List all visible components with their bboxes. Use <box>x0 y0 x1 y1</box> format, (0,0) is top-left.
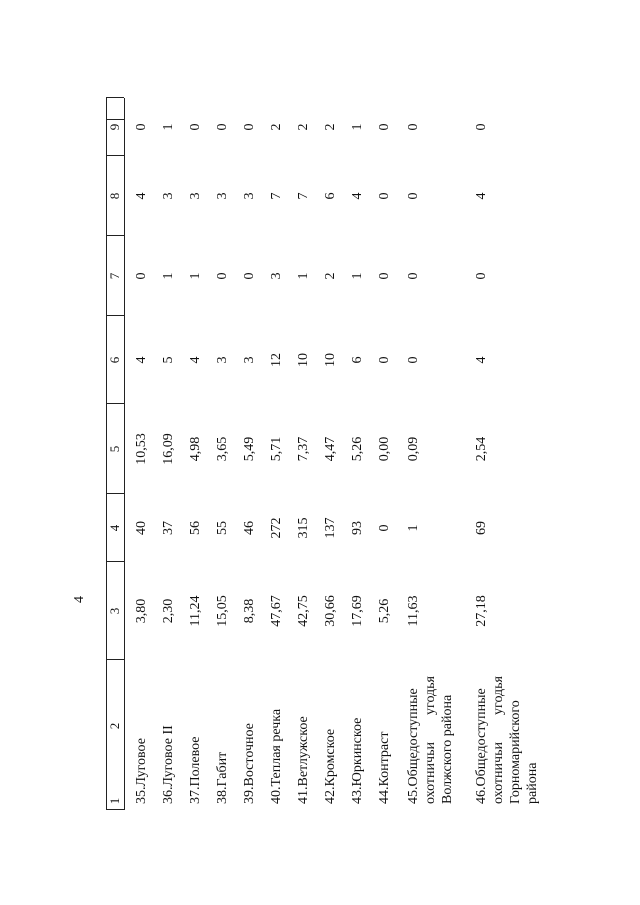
cell-c9: 0 <box>474 123 489 131</box>
cell-c3: 5,26 <box>377 598 392 624</box>
cell-c3: 3,80 <box>134 598 149 624</box>
cell-c6: 4 <box>134 356 149 364</box>
cell-c5: 5,49 <box>242 436 257 462</box>
cell-c6: 3 <box>242 356 257 364</box>
cell-c8: 7 <box>296 192 311 200</box>
cell-c9: 0 <box>242 123 257 131</box>
cell-c6: 10 <box>323 353 338 367</box>
cell-c7: 0 <box>134 272 149 280</box>
row-name-line: Волжского района <box>440 694 455 804</box>
cell-c5: 7,37 <box>296 436 311 462</box>
page-number: 4 <box>72 596 87 603</box>
cell-c8: 3 <box>188 192 203 200</box>
cell-c7: 1 <box>188 272 203 280</box>
header-col-8: 8 <box>107 192 122 200</box>
cell-c6: 10 <box>296 353 311 367</box>
cell-c5: 4,98 <box>188 436 203 462</box>
cell-c9: 0 <box>406 123 421 131</box>
cell-c4: 69 <box>474 521 489 535</box>
cell-c6: 4 <box>188 356 203 364</box>
row-name-line: района <box>525 762 540 804</box>
cell-c3: 30,66 <box>323 595 338 627</box>
cell-c6: 3 <box>215 356 230 364</box>
cell-c7: 3 <box>269 272 284 280</box>
cell-c3: 42,75 <box>296 595 311 627</box>
cell-c8: 7 <box>269 192 284 200</box>
cell-c9: 1 <box>350 123 365 131</box>
cell-c6: 4 <box>474 356 489 364</box>
cell-c5: 2,54 <box>474 436 489 462</box>
cell-c9: 0 <box>134 123 149 131</box>
cell-c3: 17,69 <box>350 595 365 627</box>
cell-c4: 46 <box>242 521 257 535</box>
cell-c8: 3 <box>215 192 230 200</box>
cell-c3: 47,67 <box>269 595 284 627</box>
row-name-word: угодья <box>423 676 438 715</box>
row-name: 43.Юркинское <box>350 717 365 804</box>
cell-c8: 3 <box>242 192 257 200</box>
cell-c3: 2,30 <box>161 598 176 624</box>
row-name: 35.Луговое <box>134 738 149 804</box>
header-col-9: 9 <box>107 123 122 131</box>
row-name: 42.Кромское <box>323 728 338 804</box>
cell-c9: 1 <box>161 123 176 131</box>
header-col-1: 1 <box>107 797 122 805</box>
cell-c4: 93 <box>350 521 365 535</box>
cell-c5: 4,47 <box>323 436 338 462</box>
cell-c4: 37 <box>161 521 176 535</box>
row-name-word: охотничьи <box>423 742 438 804</box>
cell-c7: 1 <box>350 272 365 280</box>
cell-c9: 2 <box>323 123 338 131</box>
cell-c3: 11,24 <box>188 595 203 627</box>
cell-c7: 0 <box>377 272 392 280</box>
cell-c6: 0 <box>377 356 392 364</box>
cell-c9: 0 <box>188 123 203 131</box>
row-name-word: охотничьи <box>491 742 506 804</box>
cell-c8: 4 <box>474 192 489 200</box>
row-name <box>473 676 541 804</box>
cell-c4: 1 <box>406 524 421 532</box>
cell-c3: 8,38 <box>242 598 257 624</box>
header-bottom-border <box>124 98 125 810</box>
cell-c7: 0 <box>215 272 230 280</box>
row-name: 40.Теплая речка <box>269 708 284 804</box>
cell-c5: 0,09 <box>406 436 421 462</box>
cell-c9: 0 <box>215 123 230 131</box>
cell-c4: 55 <box>215 521 230 535</box>
cell-c6: 0 <box>406 356 421 364</box>
row-name: 38.Габит <box>215 751 230 804</box>
cell-c3: 11,63 <box>406 595 421 627</box>
cell-c3: 15,05 <box>215 595 230 627</box>
cell-c8: 0 <box>406 192 421 200</box>
header-col-6: 6 <box>107 356 122 364</box>
cell-c4: 137 <box>323 517 338 539</box>
row-name <box>405 676 456 804</box>
row-name: 39.Восточное <box>242 723 257 804</box>
row-name-line: Горномарийского <box>508 700 523 804</box>
header-col-3: 3 <box>107 607 122 615</box>
cell-c5: 16,09 <box>161 433 176 465</box>
cell-c7: 0 <box>406 272 421 280</box>
cell-c7: 1 <box>161 272 176 280</box>
cell-c7: 0 <box>474 272 489 280</box>
data-table <box>106 70 540 810</box>
cell-c4: 56 <box>188 521 203 535</box>
cell-c6: 5 <box>161 356 176 364</box>
row-name: 37.Полевое <box>188 736 203 804</box>
cell-c8: 3 <box>161 192 176 200</box>
row-name-line: 45.Общедоступные <box>406 688 421 804</box>
cell-c8: 4 <box>134 192 149 200</box>
cell-c4: 40 <box>134 521 149 535</box>
row-name-line <box>490 676 507 804</box>
cell-c7: 2 <box>323 272 338 280</box>
row-name: 36.Луговое II <box>161 725 176 804</box>
row-name-word: угодья <box>491 676 506 715</box>
cell-c4: 315 <box>296 517 311 539</box>
cell-c5: 5,26 <box>350 436 365 462</box>
row-name-line <box>422 676 439 804</box>
cell-c5: 10,53 <box>134 433 149 465</box>
cell-c8: 0 <box>377 192 392 200</box>
header-col-2: 2 <box>107 722 122 730</box>
header-col-4: 4 <box>107 524 122 532</box>
cell-c5: 0,00 <box>377 436 392 462</box>
header-col-7: 7 <box>107 272 122 280</box>
row-name-line: 46.Общедоступные <box>474 688 489 804</box>
cell-c8: 4 <box>350 192 365 200</box>
row-name: 41.Ветлужское <box>296 716 311 804</box>
cell-c6: 6 <box>350 356 365 364</box>
cell-c5: 5,71 <box>269 436 284 462</box>
cell-c8: 6 <box>323 192 338 200</box>
cell-c9: 2 <box>296 123 311 131</box>
cell-c3: 27,18 <box>474 595 489 627</box>
header-col-5: 5 <box>107 445 122 453</box>
cell-c4: 272 <box>269 517 284 539</box>
row-name: 44.Контраст <box>377 731 392 804</box>
cell-c6: 12 <box>269 353 284 367</box>
cell-c7: 1 <box>296 272 311 280</box>
cell-c5: 3,65 <box>215 436 230 462</box>
cell-c9: 2 <box>269 123 284 131</box>
cell-c4: 0 <box>377 524 392 532</box>
cell-c9: 0 <box>377 123 392 131</box>
cell-c7: 0 <box>242 272 257 280</box>
